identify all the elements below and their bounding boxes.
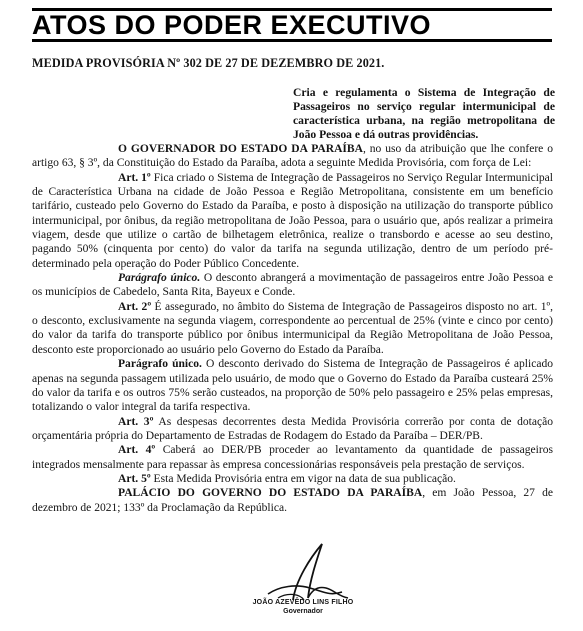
closing-bold: PALÁCIO DO GOVERNO DO ESTADO DA PARAÍBA — [118, 487, 423, 500]
article-4-text: Caberá ao DER/PB proceder ao levantamento da quantidade de passageiros integrados mensalmente para repassar às empresa concessionárias responsáveis pela prestação de serviços. — [32, 444, 554, 471]
closing-paragraph — [32, 486, 553, 515]
medida-provisoria-title: MEDIDA PROVISÓRIA Nº 302 DE 27 DE DEZEMBRO DE 2021. — [32, 56, 385, 70]
signature-block — [238, 540, 368, 625]
document-body — [32, 142, 553, 515]
article-2-paragraph-unico — [32, 357, 553, 414]
signatory-name: JOÃO AZEVÊDO LINS FILHO — [252, 599, 354, 606]
section-header-bar — [32, 8, 552, 42]
article-1-label: Art. 1º — [118, 171, 151, 184]
section-header-title: ATOS DO PODER EXECUTIVO — [32, 10, 432, 40]
handwritten-signature-icon — [238, 540, 368, 602]
article-2-paragraph-text: O desconto derivado do Sistema de Integração de Passageiros é aplicado apenas na segunda passagem utilizada pelo usuário, de modo que o Governo do Estado da Paraíba custeará 25% do valor da tarifa e os outros 75% serão custeados, na proporção de 50% pelo passageiro e 25% pelas empresas, totalizando o valor integral da tarifa respectiva. — [32, 358, 553, 414]
article-1-paragraph-label: Parágrafo único. — [118, 272, 201, 285]
closing-text: , em João Pessoa, 27 de dezembro de 2021; 133º da Proclamação da República. — [32, 487, 554, 514]
article-5-text: Esta Medida Provisória entra em vigor na data de sua publicação. — [150, 472, 456, 485]
article-1-paragraph-unico — [32, 271, 553, 300]
signatory-role: Governador — [283, 608, 323, 615]
preamble-text: , no uso da atribuição que lhe confere o artigo 63, § 3º, da Constituição do Estado da Paraíba, adota a seguinte Medida Provisória, com força de Lei: — [32, 143, 553, 170]
article-2-paragraph-label: Parágrafo único. — [118, 358, 202, 371]
article-3-text: As despesas decorrentes desta Medida Provisória correrão por conta de dotação orçamentária própria do Departamento de Estradas de Rodagem do Estado da Paraíba – DER/PB. — [32, 415, 553, 442]
article-1-text: Fica criado o Sistema de Integração de Passageiros no Serviço Regular Intermunicipal de Característica Urbana na cidade de João Pessoa e Região Metropolitana, consistente em um benefício tarifário, custeado pelo Governo do Estado da Paraíba, e posto à disposição na utilização do transporte público intermunicipal, por ônibus, da região metropolitana de João Pessoa, para o usuário que, após realizar a primeira viagem, desde que utilize o cartão de bilhetagem eletrônica, realize o transbordo e acesse ao seu destino, pagando 50% (cinquenta por cento) do valor da tarifa na segunda utilização, dentro de um período pré-determinado pela operação do Poder Público Concedente. — [32, 171, 554, 270]
article-3 — [32, 415, 553, 444]
article-2-text: É assegurado, no âmbito do Sistema de Integração de Passageiros disposto no art. 1º, o desconto, exclusivamente na segunda viagem, correspondente ao percentual de 25% (vinte e cinco por cento) do valor da tarifa do transporte público por ônibus intermunicipal da Região Metropolitana de João Pessoa, desconto este proporcionado ao usuário pelo Governo do Estado da Paraíba. — [32, 300, 553, 356]
preamble-paragraph — [32, 142, 553, 171]
article-4 — [32, 443, 553, 472]
article-2-label: Art. 2º — [118, 300, 152, 313]
article-2 — [32, 300, 553, 357]
article-1 — [32, 171, 553, 271]
article-5 — [32, 472, 553, 486]
article-5-label: Art. 5º — [118, 472, 151, 485]
preamble-bold: O GOVERNADOR DO ESTADO DA PARAÍBA — [118, 143, 363, 155]
ementa: Cria e regulamenta o Sistema de Integração de Passageiros no serviço regular intermunicipal de característica urbana, na região metropolitana de João Pessoa e dá outras providências. — [293, 86, 555, 141]
article-3-label: Art. 3º — [118, 415, 154, 428]
article-4-label: Art. 4º — [118, 444, 156, 457]
article-1-paragraph-text: O desconto abrangerá a movimentação de passageiros entre João Pessoa e os municípios de Cabedelo, Santa Rita, Bayeux e Conde. — [32, 272, 553, 299]
